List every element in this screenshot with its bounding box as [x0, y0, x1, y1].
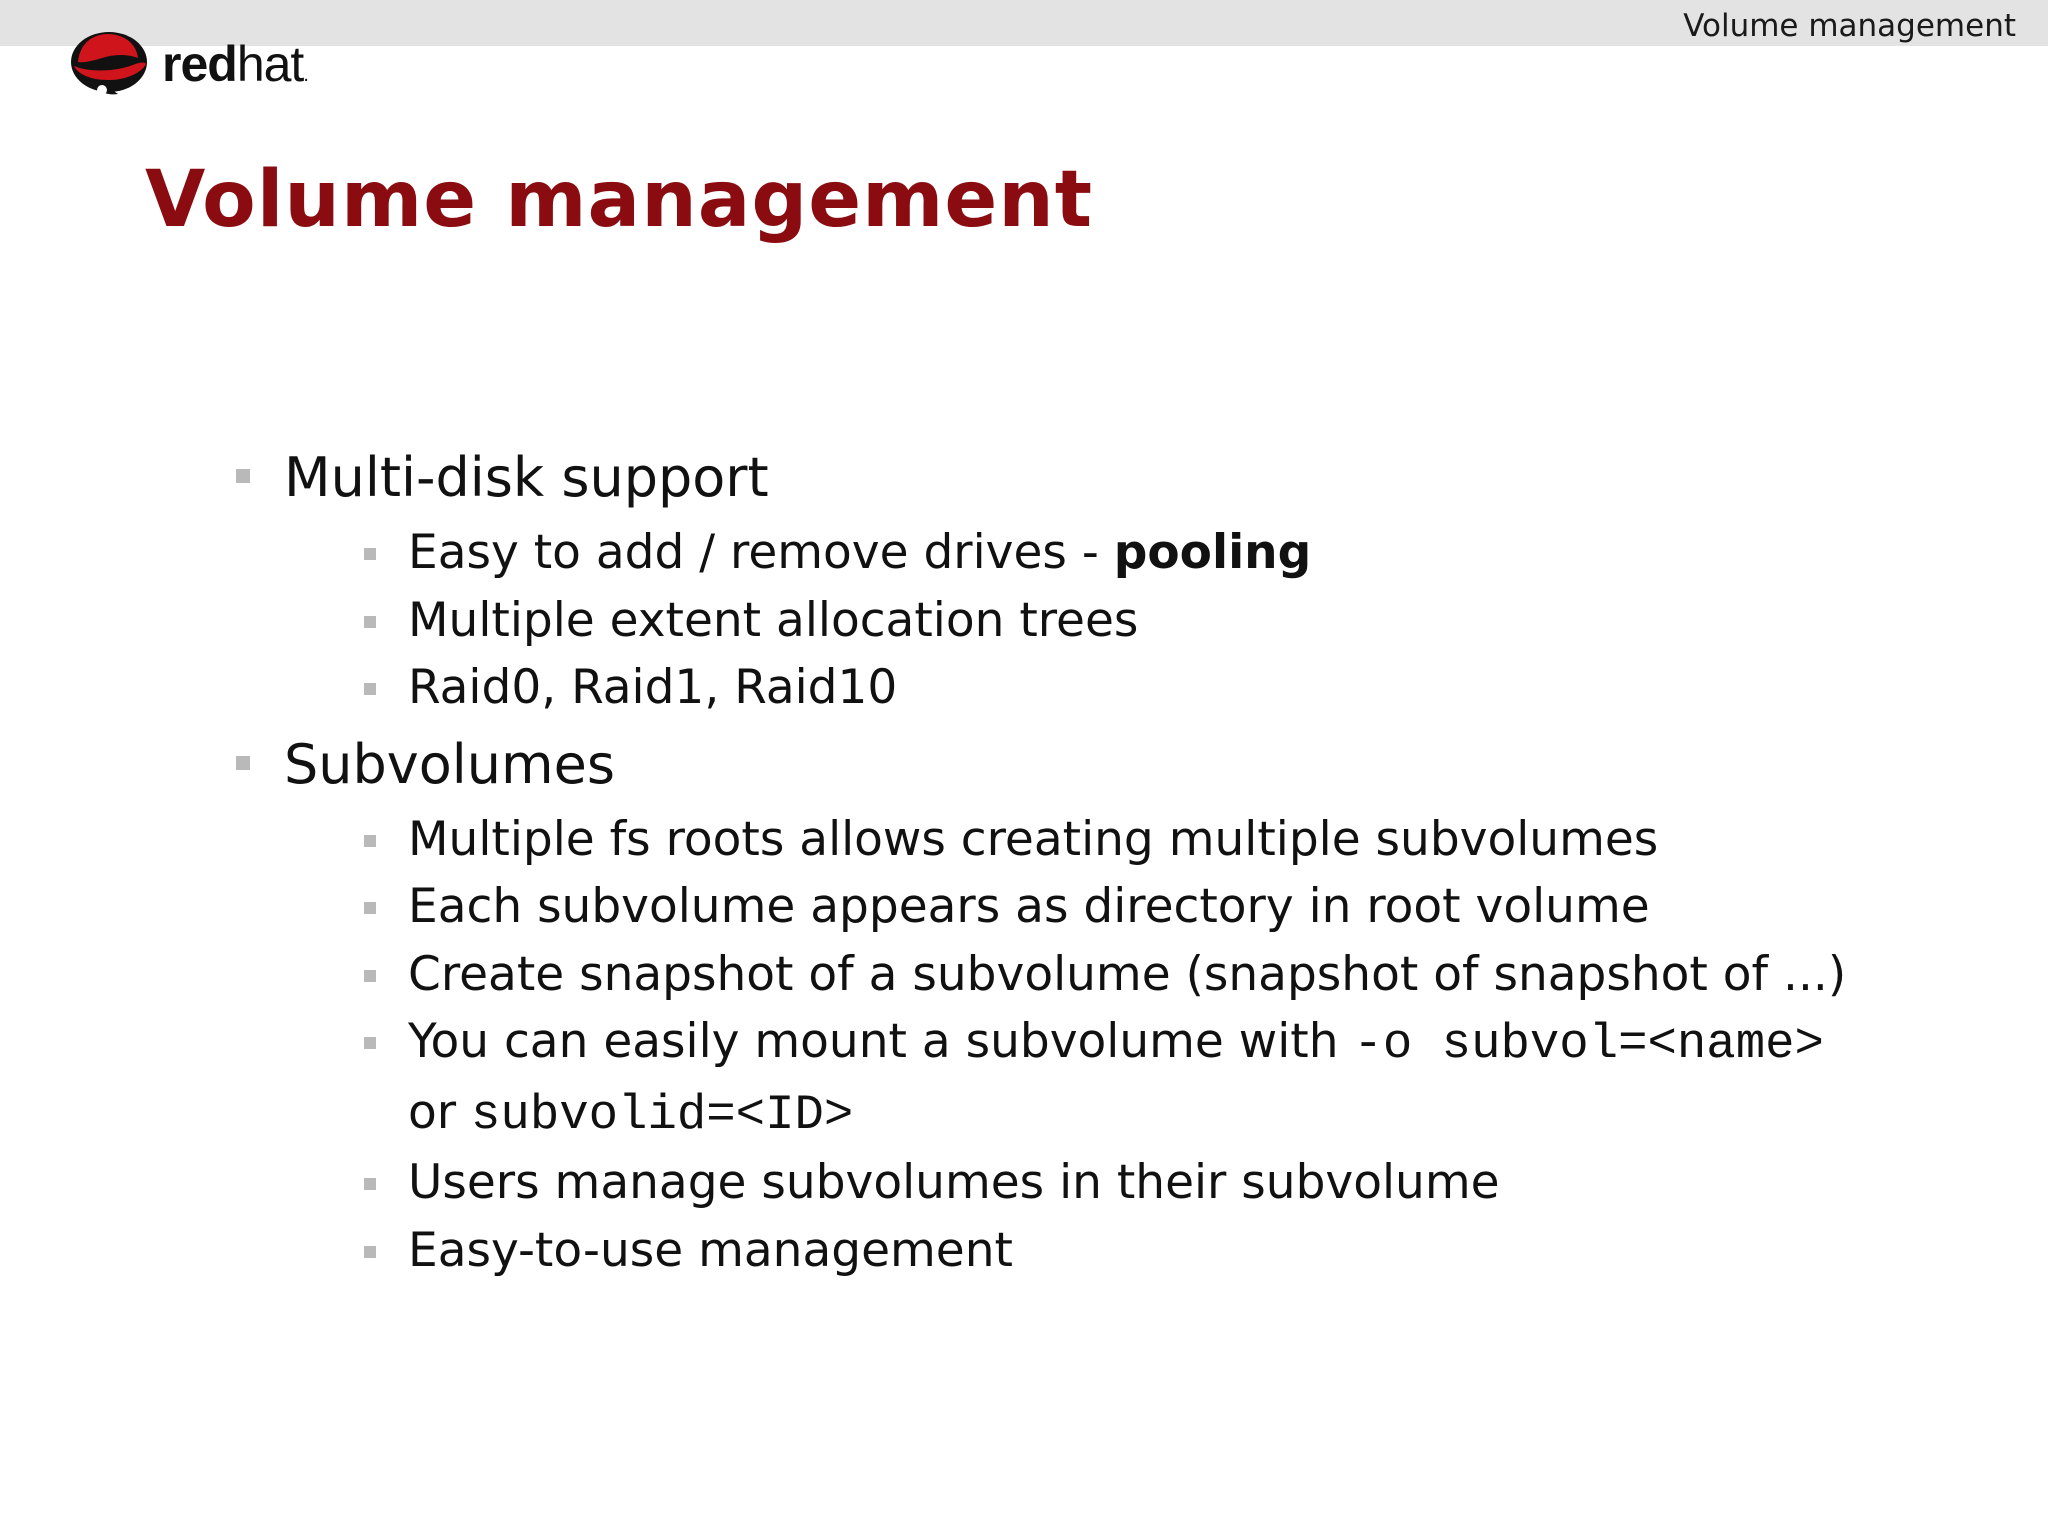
bullet-square-icon [364, 616, 376, 628]
bullet-square-icon [364, 683, 376, 695]
redhat-logo [68, 28, 308, 100]
sub-bullet-item: You can easily mount a subvolume with -o subvol=<name> or subvolid=<ID> [236, 1008, 2016, 1149]
bullet-square-icon [364, 1178, 376, 1190]
bullet-square-icon [364, 835, 376, 847]
bullet-list [236, 435, 2016, 1284]
bullet-item: Subvolumes [236, 724, 2016, 806]
sub-bullet-item: Each subvolume appears as directory in root volume [236, 873, 2016, 941]
redhat-shadowman-icon [68, 28, 150, 100]
sub-bullet-item: Users manage subvolumes in their subvolume [236, 1149, 2016, 1217]
sub-bullet-item: Easy to add / remove drives - pooling [236, 519, 2016, 587]
sub-bullet-item: Multiple extent allocation trees [236, 587, 2016, 655]
logo-wordmark: redhat. [162, 36, 308, 92]
code-option: -o subvol=<name> [1353, 1016, 1824, 1072]
sub-bullet-item: Create snapshot of a subvolume (snapshot of snapshot of ...) [236, 941, 2016, 1009]
section-title: Volume management [1683, 8, 2016, 44]
bullet-square-icon [364, 1246, 376, 1258]
bold-term: pooling [1113, 525, 1312, 580]
sub-bullet-item: Multiple fs roots allows creating multiple subvolumes [236, 806, 2016, 874]
bullet-item: Multi-disk support [236, 437, 2016, 519]
bullet-square-icon [364, 1037, 376, 1049]
code-option: subvolid=<ID> [471, 1086, 854, 1143]
bullet-square-icon [364, 902, 376, 914]
bullet-square-icon [236, 756, 250, 770]
bullet-square-icon [364, 970, 376, 982]
bullet-square-icon [364, 548, 376, 560]
sub-bullet-item: Raid0, Raid1, Raid10 [236, 654, 2016, 722]
bullet-square-icon [236, 469, 250, 483]
slide-title: Volume management [145, 155, 1094, 245]
sub-bullet-item: Easy-to-use management [236, 1217, 2016, 1285]
